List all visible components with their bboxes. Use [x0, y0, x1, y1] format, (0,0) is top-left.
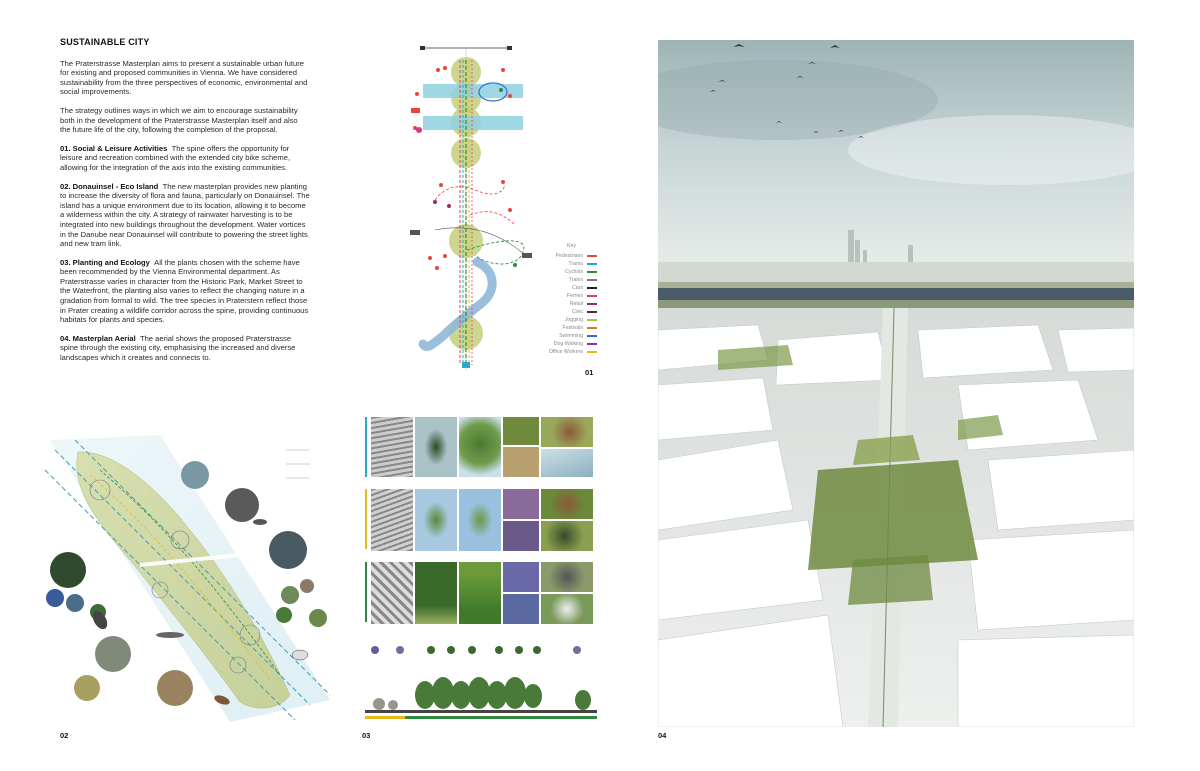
key-swatch	[587, 279, 597, 281]
key-item	[535, 268, 597, 276]
flower-photo	[503, 562, 539, 592]
section-04-heading: 04. Masterplan Aerial	[60, 333, 136, 343]
texture-bark	[371, 489, 413, 551]
flower-photo	[503, 417, 539, 445]
key-swatch	[587, 351, 597, 353]
key-item	[535, 316, 597, 324]
key-item-label: Cars	[572, 285, 583, 291]
section-01	[60, 144, 310, 173]
key-item	[535, 324, 597, 332]
figure-label-03: 03	[362, 731, 371, 740]
key-item-label: Retail	[569, 301, 583, 307]
key-item-label: Pedestrians	[555, 253, 583, 259]
key-item-label: Jogging	[564, 317, 583, 323]
key-item	[535, 252, 597, 260]
masterplan-aerial	[658, 40, 1134, 727]
key-item	[535, 292, 597, 300]
bird-photo	[541, 417, 593, 447]
key-item	[535, 276, 597, 284]
hedge-photo	[459, 562, 501, 624]
page-title: SUSTAINABLE CITY	[60, 37, 150, 47]
flower-photo	[503, 594, 539, 624]
key-item-label: Swimming	[559, 333, 583, 339]
key-item	[535, 348, 597, 356]
section-03-body: All the plants chosen with the scheme have been recommended by the Vienna Environmental department. As Praterstrasse varies in character from the Historic Park, Market Street to the Waterfront, the planting also varies to reflect the changing nature in a gradation from formal to wild. The tree species in Praterstern reflect those in Prater creating a wildlife corridor across the spine, providing continuous habitats for plants and species.	[60, 257, 309, 325]
text-column	[60, 38, 310, 372]
diagram-key	[535, 243, 597, 356]
species-photo-circle	[276, 607, 292, 623]
key-swatch	[587, 295, 597, 297]
key-item	[535, 300, 597, 308]
tree-photo	[415, 417, 457, 477]
bird-photo	[541, 449, 593, 477]
tree-photo	[459, 489, 501, 551]
section-02-body: The new masterplan provides new planting to increase the diversity of flora and fauna, particularly on Donauinsel. The island has a unique environment due to its location, allowing it to become a wilderness within the city. A strategy of rainwater harvesting is to be integrated into new buildings throughout the development. Water vortices in the Danube near Donauinsel will contribute to powering the street lights and new tram link.	[60, 181, 310, 249]
key-swatch	[587, 311, 597, 313]
species-photo-circle	[281, 586, 299, 604]
key-item	[535, 260, 597, 268]
grass-photo	[503, 447, 539, 477]
key-item-label: Dog Walking	[553, 341, 583, 347]
key-title: Key	[567, 243, 576, 249]
section-03-heading: 03. Planting and Ecology	[60, 257, 150, 267]
eco-island-map	[40, 430, 340, 725]
tree-photo	[415, 489, 457, 551]
species-photo-circle	[50, 552, 86, 588]
key-swatch	[587, 303, 597, 305]
key-swatch	[587, 319, 597, 321]
bird-photo	[541, 562, 593, 592]
key-item-label: Trains	[568, 277, 583, 283]
species-photo-circle	[225, 488, 259, 522]
key-swatch	[587, 255, 597, 257]
species-photo-circle	[269, 531, 307, 569]
key-swatch	[587, 271, 597, 273]
key-item	[535, 284, 597, 292]
section-03	[60, 258, 310, 325]
species-photo-circle	[309, 609, 327, 627]
key-swatch	[587, 343, 597, 345]
species-photo-circle	[95, 636, 131, 672]
intro-paragraph-1: The Praterstrasse Masterplan aims to present a sustainable urban future for existing and proposed communities in Vienna. We have considered sustainability from the three perspectives of economic, environmental and social improvements.	[60, 58, 308, 97]
section-02-heading: 02. Donauinsel - Eco Island	[60, 181, 159, 191]
species-photo-circle	[300, 579, 314, 593]
species-photo-circle	[181, 461, 209, 489]
key-item	[535, 308, 597, 316]
key-swatch	[587, 263, 597, 265]
section-04	[60, 334, 310, 363]
flower-photo	[503, 521, 539, 551]
butterfly-photo	[541, 594, 593, 624]
key-item-label: Civic	[571, 309, 583, 315]
texture-bark	[371, 562, 413, 624]
insect-photo	[541, 521, 593, 551]
key-item-label: Cyclists	[565, 269, 583, 275]
key-swatch	[587, 327, 597, 329]
key-item-label: Office Workers	[548, 349, 583, 355]
flower-photo	[503, 489, 539, 519]
key-item	[535, 340, 597, 348]
section-02	[60, 182, 310, 249]
planting-section	[365, 640, 597, 725]
key-item	[535, 332, 597, 340]
species-photo-circle	[157, 670, 193, 706]
tree-photo	[415, 562, 457, 624]
bird-photo	[541, 489, 593, 519]
key-swatch	[587, 335, 597, 337]
section-01-body: The spine offers the opportunity for leisure and recreation combined with the extended city bike scheme, allowing for the integration of the axis into the existing communities.	[60, 143, 291, 172]
species-photo-circle	[74, 675, 100, 701]
figure-label-02: 02	[60, 731, 69, 740]
texture-bark	[371, 417, 413, 477]
key-item-label: Festivals	[562, 325, 583, 331]
section-04-body: The aerial shows the proposed Praterstrasse spine through the existing city, emphasising the increased and diverse landscapes which it creates and connects to.	[60, 333, 296, 363]
section-01-heading: 01. Social & Leisure Activities	[60, 143, 168, 153]
key-item-label: Trams	[568, 261, 583, 267]
species-photo-circle	[66, 594, 84, 612]
key-swatch	[587, 287, 597, 289]
intro-paragraph-2: The strategy outlines ways in which we aim to encourage sustainability both in the development of the Praterstrasse Masterplan itself and also the future life of the city, following the completion of the proposal.	[60, 105, 298, 135]
tree-photo	[459, 417, 501, 477]
species-photo-circle	[46, 589, 64, 607]
figure-label-04: 04	[658, 731, 667, 740]
key-item-label: Ferries	[566, 293, 583, 299]
figure-label-01: 01	[585, 368, 594, 377]
